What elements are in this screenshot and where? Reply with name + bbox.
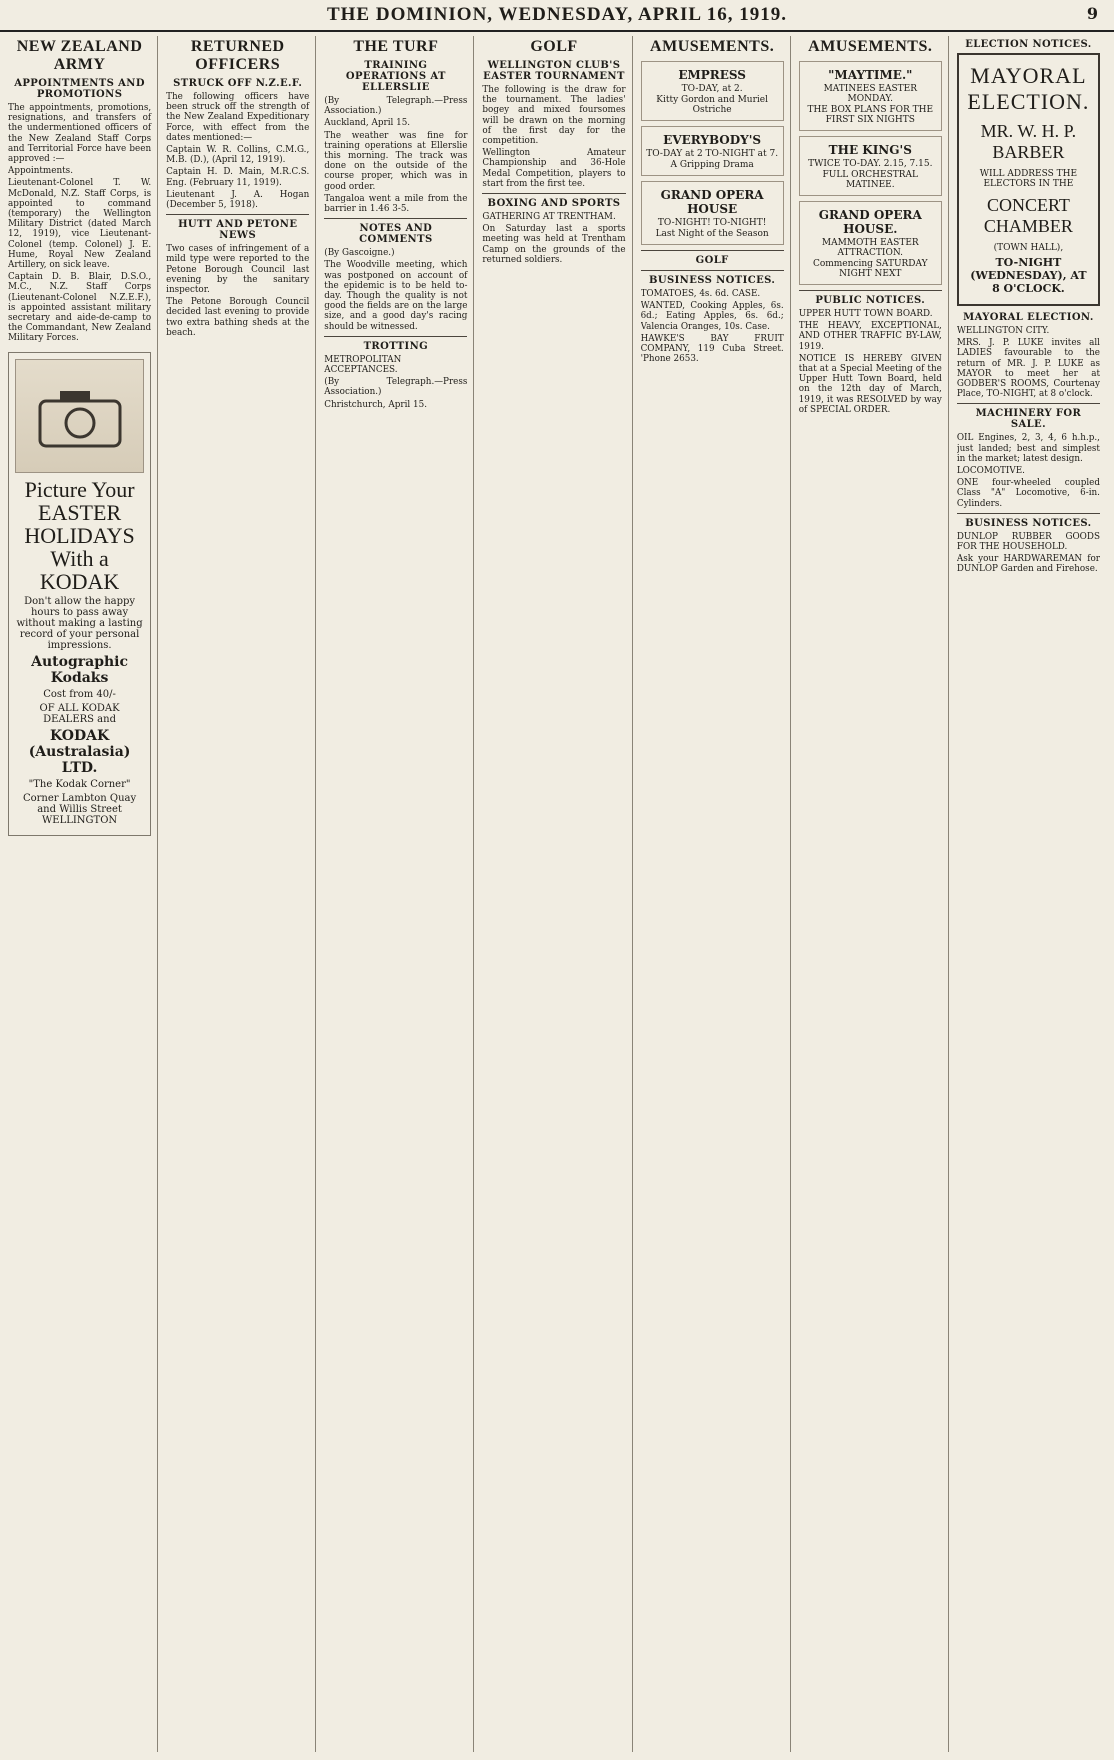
subhead: WELLINGTON CLUB'S EASTER TOURNAMENT [483, 60, 625, 82]
advertisement [641, 126, 784, 176]
election-head: MAYORAL ELECTION. [967, 63, 1090, 114]
kodak-company: KODAK (Australasia) LTD. [28, 728, 131, 777]
paragraph: Auckland, April 15. [324, 118, 411, 129]
headline-election: ELECTION NOTICES. [965, 39, 1092, 50]
subhead-notes: NOTES AND COMMENTS [359, 223, 433, 246]
paragraph: Christchurch, April 15. [324, 399, 427, 410]
headline-turf: THE TURF [353, 38, 439, 55]
paragraph: OIL Engines, 2, 3, 4, 6 h.h.p., just landed; best and simplest in the market; latest design. [956, 433, 1100, 464]
paragraph: Lieutenant-Colonel T. W. McDonald, N.Z. Staff Corps, is appointed to command (temporary) the Wellington Military District (dated March 12, 1919), vice Lieutenant-Colonel (temp. Colonel) J. E. Hume, Royal New Zealand Artillery, on sick leave. [8, 178, 152, 271]
subhead-business: BUSINESS NOTICES. [649, 275, 776, 286]
masthead-title: THE DOMINION, WEDNESDAY, APRIL 16, 1919. [326, 4, 788, 25]
divider [166, 214, 309, 215]
paragraph: Tangaloa went a mile from the barrier in 1.46 3-5. [324, 193, 468, 215]
paragraph: The appointments, promotions, resignations, and transfers of the undermentioned officers of the New Zealand Staff Corps and Territorial Force have been approved :— [8, 103, 152, 165]
paragraph: Captain H. D. Main, M.R.C.S. Eng. (February 11, 1919). [166, 167, 310, 188]
kodak-corner: "The Kodak Corner" [28, 779, 131, 791]
subhead: TRAINING OPERATIONS AT ELLERSLIE [345, 60, 446, 93]
subhead-golf: GOLF [695, 255, 729, 266]
ad-name: EMPRESS [678, 68, 746, 82]
paragraph: (By Telegraph.—Press Association.) [324, 96, 468, 117]
subhead-business: BUSINESS NOTICES. [965, 517, 1092, 529]
ad-line: Last Night of the Season [655, 229, 769, 239]
paragraph: METROPOLITAN ACCEPTANCES. [324, 354, 402, 376]
ad-name: GRAND OPERA HOUSE. [818, 208, 922, 236]
paragraph: Two cases of infringement of a mild type were reported to the Petone Borough Council last evening by the sanitary inspector. [166, 244, 310, 296]
paragraph: WELLINGTON CITY. [956, 326, 1050, 336]
columns [8, 36, 1106, 1752]
column-2 [166, 36, 316, 1752]
camera-icon [30, 371, 130, 461]
election-speaker: MR. W. H. P. BARBER [980, 121, 1077, 162]
paragraph: Appointments. [8, 166, 73, 177]
illustration [15, 359, 144, 473]
column-3 [324, 36, 474, 1752]
paragraph: The following is the draw for the tournament. The ladies' bogey and mixed foursomes will be drawn on the morning of the first day for the competition. [482, 85, 626, 147]
ad-line: MAMMOTH EASTER ATTRACTION. [821, 238, 919, 258]
column-4 [482, 36, 632, 1752]
headline-army: NEW ZEALAND ARMY [16, 38, 143, 73]
subhead-machinery: MACHINERY FOR SALE. [975, 408, 1082, 431]
advertisement [641, 181, 784, 245]
subhead-public-notices: PUBLIC NOTICES. [815, 295, 926, 306]
column-7 [957, 36, 1106, 1752]
paragraph: GATHERING AT TRENTHAM. [482, 212, 616, 223]
page-number: 9 [1086, 4, 1098, 23]
ad-line: FULL ORCHESTRAL MATINEE. [822, 170, 919, 190]
paragraph: TOMATOES, 4s. 6d. CASE. [640, 289, 761, 299]
election-time: TO-NIGHT (WEDNESDAY), AT 8 O'CLOCK. [970, 256, 1087, 295]
advertisement [799, 136, 942, 196]
ad-line: TO-NIGHT! TO-NIGHT! [657, 218, 767, 228]
paragraph: Ask your HARDWAREMAN for DUNLOP Garden and Firehose. [956, 554, 1100, 575]
paragraph: On Saturday last a sports meeting was held at Trentham Camp on the grounds of the returned soldiers. [482, 224, 626, 265]
paragraph: HAWKE'S BAY FRUIT COMPANY, 119 Cuba Street. 'Phone 2653. [640, 333, 784, 365]
divider [957, 403, 1100, 404]
ad-name: "MAYTIME." [828, 68, 913, 82]
column-1 [8, 36, 158, 1752]
paragraph: (By Gascoigne.) [324, 248, 395, 259]
paragraph: Lieutenant J. A. Hogan (December 5, 1918). [166, 189, 310, 211]
divider [799, 290, 942, 291]
kodak-sub: Autographic Kodaks [31, 654, 129, 687]
paragraph: (By Telegraph.—Press Association.) [324, 377, 468, 398]
ad-name: GRAND OPERA HOUSE [660, 188, 764, 216]
ad-line: Commencing SATURDAY NIGHT NEXT [812, 259, 928, 279]
divider [324, 336, 467, 337]
paragraph: LOCOMOTIVE. [956, 466, 1025, 477]
paragraph: The weather was fine for training operations at Ellerslie this morning. The track was done on the outside of the course proper, which was in good order. [324, 130, 468, 192]
masthead [0, 0, 1114, 32]
ad-name: THE KING'S [828, 143, 912, 157]
ad-line: TO-DAY at 2 TO-NIGHT at 7. [646, 149, 779, 159]
ad-line: TWICE TO-DAY. 2.15, 7.15. [808, 159, 933, 169]
paragraph: The Petone Borough Council decided last evening to provide two extra bathing sheds at the beach. [166, 297, 310, 338]
kodak-line: Don't allow the happy hours to pass away without making a lasting record of your personal impressions. [16, 596, 143, 652]
ad-line: A Gripping Drama [670, 160, 754, 170]
kodak-dealers: OF ALL KODAK DEALERS and [39, 703, 120, 726]
headline-amusements: AMUSEMENTS. [650, 38, 775, 55]
paragraph: Captain W. R. Collins, C.M.G., M.B. (D.), (April 12, 1919). [166, 145, 310, 166]
paragraph: UPPER HUTT TOWN BOARD. [798, 309, 933, 319]
paragraph: Wellington Amateur Championship and 36-Hole Medal Competition, players to start from the first tee. [482, 148, 626, 189]
kodak-advertisement [8, 352, 151, 836]
kodak-title: Picture Your EASTER HOLIDAYS With a KODAK [24, 476, 135, 595]
headline-returned-officers: RETURNED OFFICERS [190, 38, 285, 73]
column-5 [641, 36, 791, 1752]
paragraph: The Woodville meeting, which was postponed on account of the epidemic is to be held to-day. Though the quality is not good the fields are on the large size, and a good day's racing should be witnessed. [324, 260, 468, 332]
kodak-cost: Cost from 40/- [43, 689, 116, 701]
divider [957, 513, 1100, 514]
subhead-appointments: APPOINTMENTS AND PROMOTIONS [14, 78, 145, 100]
divider [482, 193, 625, 194]
paragraph: The following officers have been struck off the strength of the New Zealand Expeditionary Force, with effect from the dates mentioned:— [166, 92, 310, 143]
advertisement [799, 201, 942, 285]
advertisement [799, 61, 942, 131]
ad-line: MATINEES EASTER MONDAY. [823, 84, 917, 104]
election-hall: (TOWN HALL), [993, 243, 1064, 253]
divider [641, 250, 784, 251]
divider [324, 218, 467, 219]
paragraph: NOTICE IS HEREBY GIVEN that at a Special Meeting of the Upper Hutt Town Board, held on the 12th day of March, 1919, it was RESOLVED by way of SPECIAL ORDER. [798, 353, 942, 415]
ad-name: EVERYBODY'S [663, 133, 762, 147]
paragraph: ONE four-wheeled coupled Class "A" Locomotive, 6-in. Cylinders. [956, 478, 1100, 509]
paragraph: MRS. J. P. LUKE invites all LADIES favourable to the return of MR. J. P. LUKE as MAYOR to meet her at GODBER'S ROOMS, Courtenay Place, TO-NIGHT, at 8 o'clock. [956, 338, 1100, 400]
election-venue: CONCERT CHAMBER [983, 195, 1073, 236]
subhead-mayoral: MAYORAL ELECTION. [963, 312, 1094, 323]
headline-amusements: AMUSEMENTS. [808, 38, 933, 55]
paragraph: DUNLOP RUBBER GOODS FOR THE HOUSEHOLD. [956, 531, 1100, 553]
subhead-trotting: TROTTING [363, 340, 429, 352]
election-tagline: WILL ADDRESS THE ELECTORS IN THE [979, 169, 1078, 189]
ad-line: THE BOX PLANS FOR THE FIRST SIX NIGHTS [807, 105, 934, 125]
subhead: STRUCK OFF N.Z.E.F. [173, 78, 303, 89]
column-6 [799, 36, 949, 1752]
subhead-hutt-petone: HUTT AND PETONE NEWS [178, 219, 298, 242]
subhead-boxing: BOXING AND SPORTS [487, 198, 621, 210]
paragraph: THE HEAVY, EXCEPTIONAL, AND OTHER TRAFFIC BY-LAW, 1919. [798, 321, 942, 352]
ad-line: TO-DAY, at 2. [681, 84, 743, 94]
ad-line: Kitty Gordon and Muriel Ostriche [656, 95, 768, 115]
headline-golf: GOLF [530, 38, 578, 55]
paragraph: Captain D. B. Blair, D.S.O., M.C., N.Z. Staff Corps (Lieutenant-Colonel N.Z.E.F.), is appointed assistant military secretary and aide-de-camp to the Commandant, New Zealand Military Forces. [8, 272, 152, 344]
paragraph: WANTED, Cooking Apples, 6s. 6d.; Eating Apples, 6s. 6d.; Valencia Oranges, 10s. Case. [640, 301, 784, 332]
election-advertisement [957, 53, 1100, 306]
advertisement [641, 61, 784, 121]
divider [641, 270, 784, 271]
kodak-address: Corner Lambton Quay and Willis Street WELLINGTON [22, 793, 137, 827]
